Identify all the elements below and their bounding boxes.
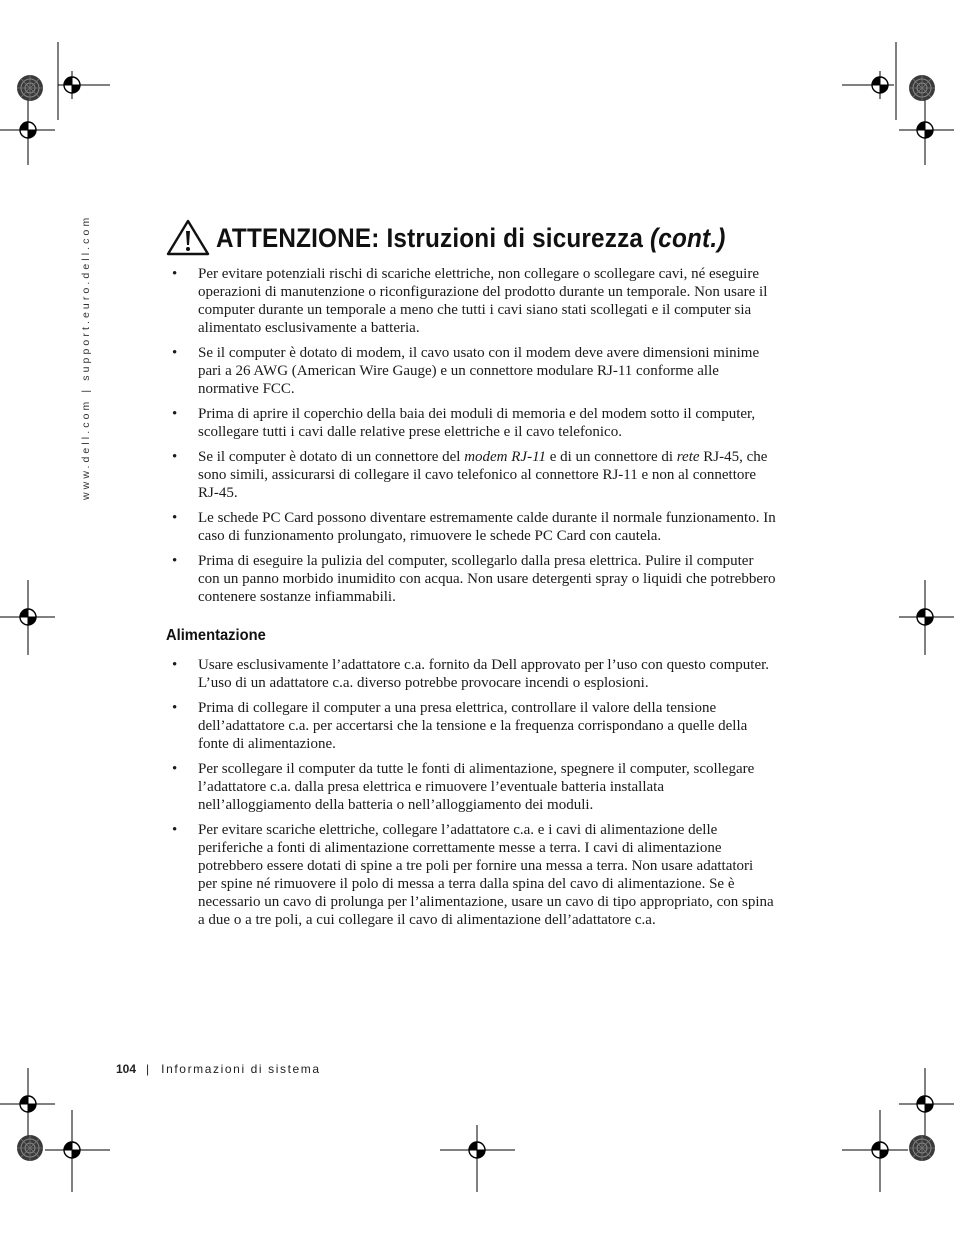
bullet-glyph: • (172, 657, 178, 673)
list-item-text: Le schede PC Card possono diventare estremamente calde durante il normale funzionamento. In caso di funzionamento prolungato, rimuovere le schede PC Card con cautela. (198, 510, 776, 544)
heading-main: : Istruzioni di sicurezza (371, 222, 651, 253)
list-item (166, 344, 776, 398)
list-item (166, 821, 776, 929)
bullet-glyph: • (172, 449, 178, 465)
list-item-text: Usare esclusivamente l’adattatore c.a. fornito da Dell approvato per l’uso con questo computer. L’uso di un adattatore c.a. diverso potrebbe provocare incendi o esplosioni. (198, 657, 770, 691)
heading-prefix: ATTENZIONE (216, 222, 372, 253)
list-item-text: Se il computer è dotato di modem, il cavo usato con il modem deve avere dimensioni minime pari a 26 AWG (American Wire Gauge) e un connettore modulare RJ-11 conforme alle normative FCC. (198, 345, 760, 397)
list-item (166, 699, 776, 753)
heading-cont: (cont.) (650, 222, 726, 253)
bullet-glyph: • (172, 345, 178, 361)
italic-term: rete (676, 449, 700, 465)
bullet-glyph: • (172, 406, 178, 422)
bullet-glyph: • (172, 553, 178, 569)
safety-list (166, 265, 776, 606)
footer-separator: | (146, 1062, 150, 1076)
heading-text (216, 223, 726, 254)
list-item (166, 656, 776, 692)
page-footer (116, 1062, 321, 1076)
list-item (166, 552, 776, 606)
list-item (166, 509, 776, 545)
text-run: RJ-45, che sono simili, assicurarsi di collegare il cavo telefonico al connettore RJ-11 e non al connettore RJ-45. (198, 449, 768, 501)
list-item-text: Prima di aprire il coperchio della baia dei moduli di memoria e del modem sotto il computer, scollegare tutti i cavi dalle relative prese elettriche e il cavo telefonico. (198, 406, 756, 440)
list-item-text (198, 449, 767, 501)
bullet-glyph: • (172, 761, 178, 777)
bullet-glyph: • (172, 266, 178, 282)
text-run: e di un connettore di (545, 449, 677, 465)
warning-triangle-icon (166, 219, 210, 257)
bullet-glyph: • (172, 700, 178, 716)
list-item-text: Per evitare scariche elettriche, collegare l’adattatore c.a. e i cavi di alimentazione delle periferiche a fonti di alimentazione correttamente messe a terra. I cavi di alimentazione potrebbero essere dotati di spine a tre poli per fornire una messa a terra. Non usare adattatori per spine né rimuovere il polo di messa a terra dalla spina del cavo di alimentazione. Se è necessario un cavo di prolunga per l’alimentazione, usare un cavo di tipo appropriato, con spina a due o a tre poli, a cui collegare il cavo di alimentazione dell’adattatore c.a. (198, 822, 774, 928)
page-number: 104 (116, 1062, 137, 1076)
sidebar-url: www.dell.com | support.euro.dell.com (80, 214, 92, 500)
bullet-glyph: • (172, 510, 178, 526)
list-item-text: Per evitare potenziali rischi di scariche elettriche, non collegare o scollegare cavi, né eseguire operazioni di manutenzione o riconfigurazione del prodotto durante un temporale. Non usare il computer durante un temporale a meno che tutti i cavi siano stati scollegati e il computer sia alimentato esclusivamente a batteria. (198, 266, 768, 336)
list-item (166, 405, 776, 441)
footer-title: Informazioni di sistema (161, 1062, 321, 1076)
text-run: Se il computer è dotato di un connettore del (198, 449, 465, 465)
bullet-glyph: • (172, 822, 178, 838)
list-item (166, 265, 776, 337)
section-heading: Alimentazione (166, 627, 266, 644)
page-content (166, 265, 776, 936)
page-heading (166, 218, 782, 258)
list-item-text: Per scollegare il computer da tutte le fonti di alimentazione, spegnere il computer, scollegare l’adattatore c.a. dalla presa elettrica e rimuovere l’eventuale batteria installata nell’alloggiamento della batteria o nell’alloggiamento dei moduli. (198, 761, 755, 813)
list-item (166, 760, 776, 814)
list-item-text: Prima di eseguire la pulizia del computer, scollegarlo dalla presa elettrica. Pulire il computer con un panno morbido inumidito con acqua. Non usare detergenti spray o liquidi che potrebbero contenere sostanze infiammabili. (198, 553, 776, 605)
italic-term: modem RJ-11 (464, 449, 546, 465)
power-list (166, 656, 776, 929)
list-item-text: Prima di collegare il computer a una presa elettrica, controllare il valore della tensione dell’adattatore c.a. per accertarsi che la tensione e la frequenza corrispondano a quelle della fonte di alimentazione. (198, 700, 748, 752)
list-item (166, 448, 776, 502)
